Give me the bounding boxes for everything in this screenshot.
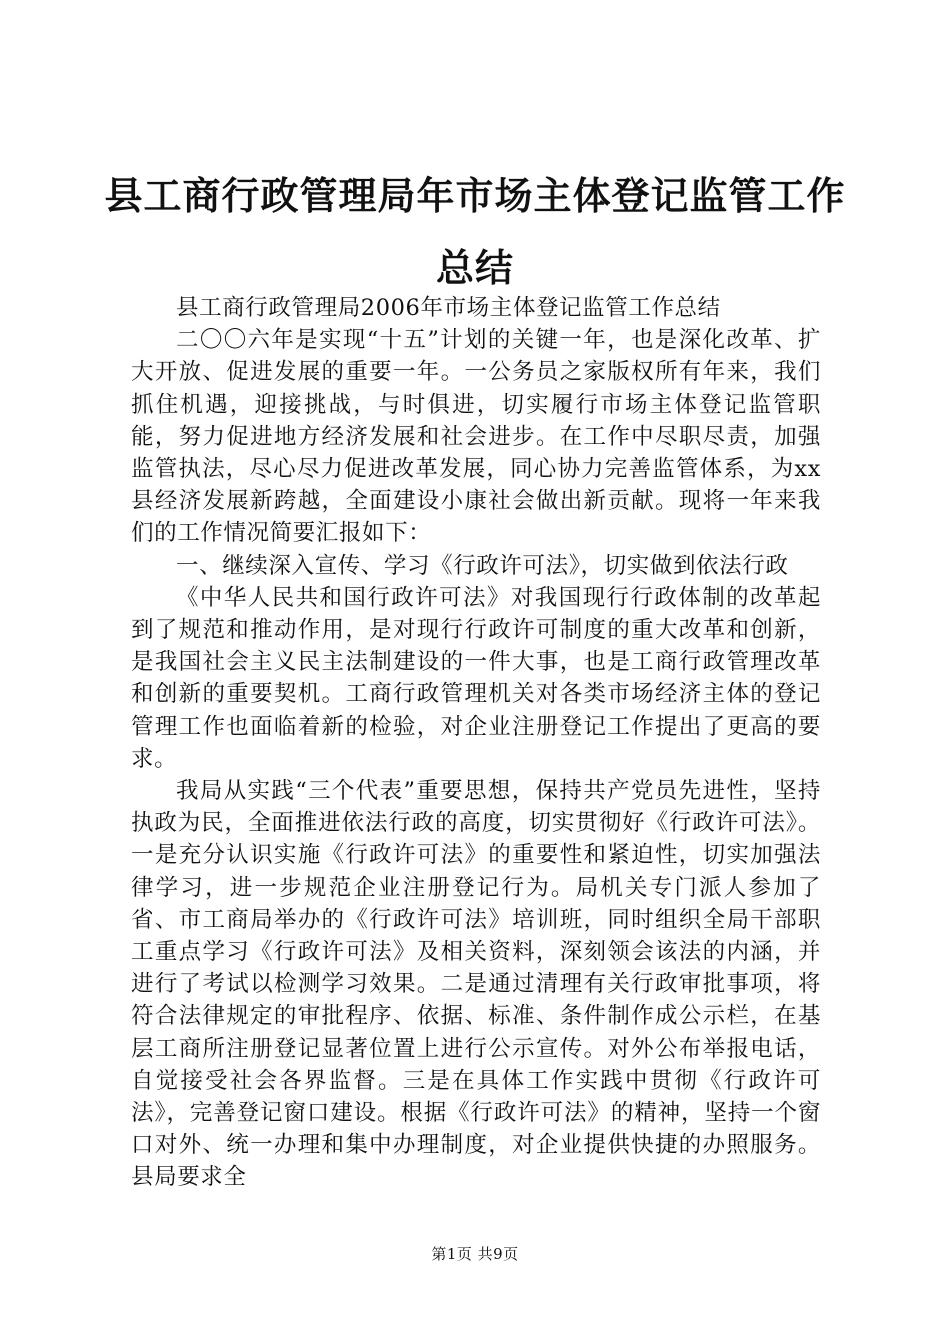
section-heading-1: 一、继续深入宣传、学习《行政许可法》，切实做到依法行政 — [176, 552, 789, 579]
paragraph-law-overview: 《中华人民共和国行政许可法》对我国现行行政体制的改革起到了规范和推动作用，是对现行行政许可制度的重大改革和创新，是我国社会主义民主法制建设的一件大事，也是工商行政管理改革和创新的重要契机。工商行政管理机关对各类市场经济主体的登记管理工作也面临着新的检验，对企业注册登记工作提出了更高的要求。 — [131, 584, 821, 772]
paragraph-subtitle: 县工商行政管理局2006年市场主体登记监管工作总结 — [176, 295, 721, 321]
page-footer: 第1页 共9页 — [431, 1245, 519, 1263]
document-body — [131, 292, 821, 1194]
paragraph-intro: 二〇〇六年是实现“十五”计划的关键一年，也是深化改革、扩大开放、促进发展的重要一年。一公务员之家版权所有年来，我们抓住机遇，迎接挑战，与时俱进，切实履行市场主体登记监管职能，努力促进地方经济发展和社会进步。在工作中尽职尽责，加强监管执法，尽心尽力促进改革发展，同心协力完善监管体系，为xx县经济发展新跨越，全面建设小康社会做出新贡献。现将一年来我们的工作情况简要汇报如下： — [131, 327, 821, 547]
paragraph-implementation: 我局从实践“三个代表”重要思想，保持共产党员先进性，坚持执政为民，全面推进依法行政的高度，切实贯彻好《行政许可法》。一是充分认识实施《行政许可法》的重要性和紧迫性，切实加强法律学习，进一步规范企业注册登记行为。局机关专门派人参加了省、市工商局举办的《行政许可法》培训班，同时组织全局干部职工重点学习《行政许可法》及相关资料，深刻领会该法的内涵，并进行了考试以检测学习效果。二是通过清理有关行政审批事项，将符合法律规定的审批程序、依据、标准、条件制作成公示栏，在基层工商所注册登记显著位置上进行公示宣传。对外公布举报电话，自觉接受社会各界监督。三是在具体工作实践中贯彻《行政许可法》，完善登记窗口建设。根据《行政许可法》的精神，坚持一个窗口对外、统一办理和集中办理制度，对企业提供快捷的办照服务。县局要求全 — [131, 778, 821, 1191]
document-title: 县工商行政管理局年市场主体登记监管工作总结 — [104, 173, 846, 290]
